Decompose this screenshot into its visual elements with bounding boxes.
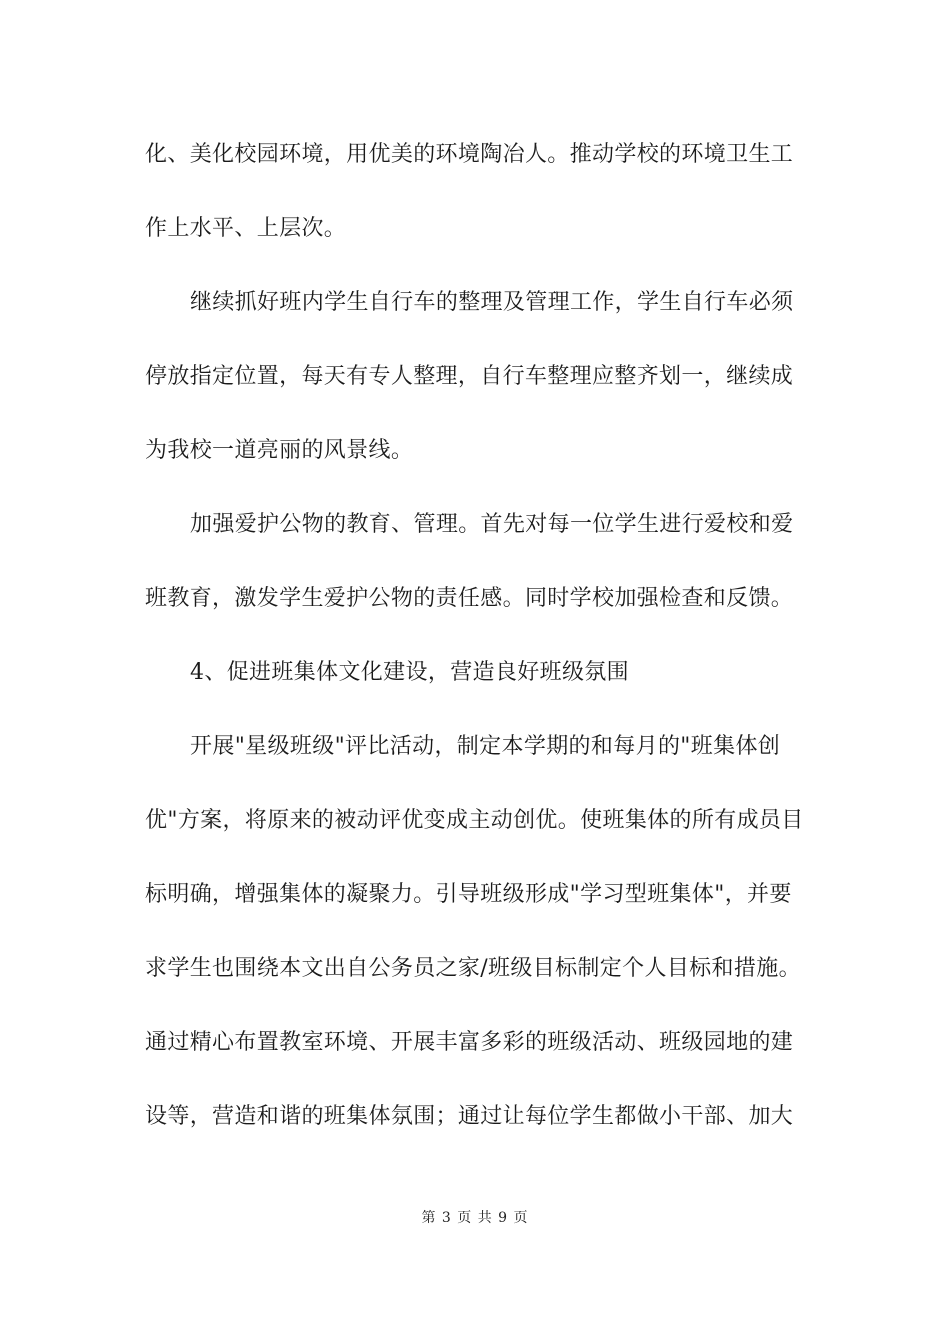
body-text-line: 标明确，增强集体的凝聚力。引导班级形成"学习型班集体"，并要 <box>145 882 792 907</box>
body-text-line: 设等，营造和谐的班集体氛围；通过让每位学生都做小干部、加大 <box>145 1104 794 1129</box>
page-number-footer: 第 3 页 共 9 页 <box>421 1210 529 1226</box>
body-text-line: 停放指定位置，每天有专人整理，自行车整理应整齐划一，继续成 <box>145 364 794 389</box>
body-text-line: 通过精心布置教室环境、开展丰富多彩的班级活动、班级园地的建 <box>145 1030 794 1055</box>
paragraph-start-line: 继续抓好班内学生自行车的整理及管理工作，学生自行车必须 <box>190 290 794 315</box>
body-text-line: 优"方案，将原来的被动评优变成主动创优。使班集体的所有成员目 <box>145 808 804 833</box>
body-text-line: 作上水平、上层次。 <box>145 216 347 241</box>
body-text-line: 班教育，激发学生爱护公物的责任感。同时学校加强检查和反馈。 <box>145 586 794 611</box>
section-heading: 4、促进班集体文化建设，营造良好班级氛围 <box>190 660 629 685</box>
paragraph-start-line: 加强爱护公物的教育、管理。首先对每一位学生进行爱校和爱 <box>190 512 794 537</box>
body-text-line: 化、美化校园环境，用优美的环境陶冶人。推动学校的环境卫生工 <box>145 142 794 167</box>
body-text-line: 求学生也围绕本文出自公务员之家/班级目标制定个人目标和措施。 <box>145 956 801 981</box>
paragraph-start-line: 开展"星级班级"评比活动，制定本学期的和每月的"班集体创 <box>190 734 781 759</box>
body-text-line: 为我校一道亮丽的风景线。 <box>145 438 414 463</box>
